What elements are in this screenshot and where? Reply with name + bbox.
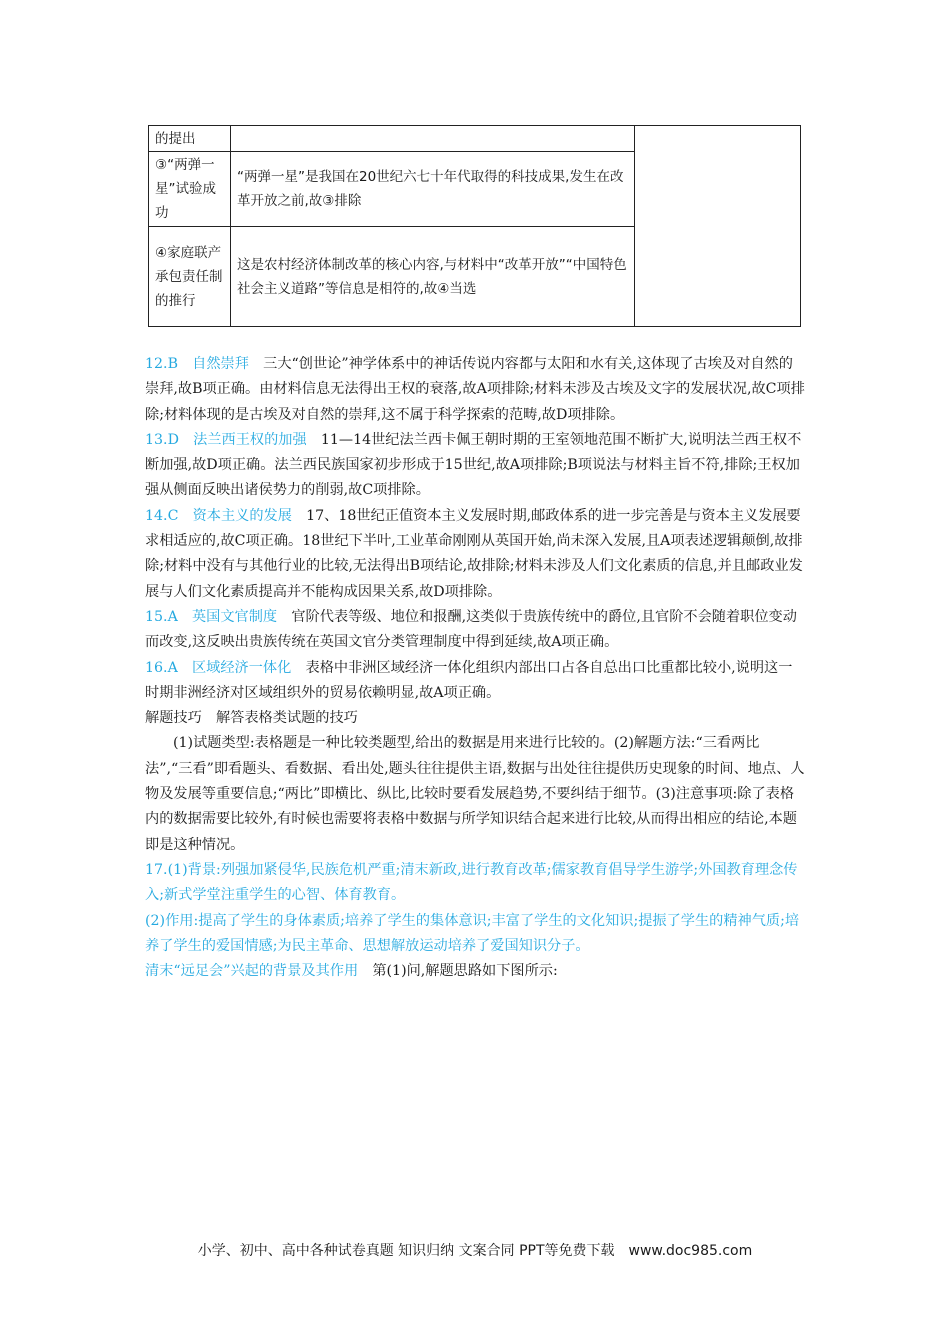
answer-label: 15.A 英国文官制度 xyxy=(145,608,278,625)
answer-text: 三大“创世论”神学体系中的神话传说内容都与太阳和水有关,这体现了古埃及对自然的崇拜,故B项正确。由材料信息无法得出王权的衰落,故A项排除;材料未涉及古埃及文字的发展状况,故C项排除;材料体现的是古埃及对自然的崇拜,这不属于科学探索的范畴,故D项排除。 xyxy=(145,356,805,423)
tips-title: 解题技巧 解答表格类试题的技巧 xyxy=(145,710,358,727)
answer-label: 13.D 法兰西王权的加强 xyxy=(145,431,307,448)
answer-section xyxy=(145,352,805,984)
blank-cell xyxy=(635,126,801,327)
answer-text: 官阶代表等级、地位和报酬,这类似于贵族传统中的爵位,且官阶不会随着职位变动而改变,这反映出贵族传统在英国文官分类管理制度中得到延续,故A项正确。 xyxy=(145,608,797,651)
page-footer: 小学、初中、高中各种试卷真题 知识归纳 文案合同 PPT等免费下载 www.doc985.com xyxy=(197,1243,753,1259)
answer-label: 12.B 自然崇拜 xyxy=(145,356,249,372)
analysis-cell: “两弹一星”是我国在20世纪六七十年代取得的科技成果,发生在改革开放之前,故③排除 xyxy=(231,152,635,227)
answer-17-part1: 17.(1)背景:列强加紧侵华,民族危机严重;清末新政,进行教育改革;儒家教育倡导学生游学;外国教育理念传入;新式学堂注重学生的心智、体育教育。 xyxy=(145,861,798,904)
option-cell: ④家庭联产承包责任制的推行 xyxy=(149,227,231,327)
answer-text: 11—14世纪法兰西卡佩王朝时期的王室领地范围不断扩大,说明法兰西王权不断加强,故D项正确。法兰西民族国家初步形成于15世纪,故A项排除;B项说法与材料主旨不符,排除;王权加强从侧面反映出诸侯势力的削弱,故C项排除。 xyxy=(145,431,802,499)
analysis-cell: 这是农村经济体制改革的核心内容,与材料中“改革开放”“中国特色社会主义道路”等信息是相符的,故④当选 xyxy=(231,227,635,327)
answer-text: 17、18世纪正值资本主义发展时期,邮政体系的进一步完善是与资本主义发展要求相适应的,故C项正确。18世纪下半叶,工业革命刚刚从英国开始,尚未深入发展,且A项表述逻辑颠倒,故排除;材料中没有与其他行业的比较,无法得出B项结论,故排除;材料未涉及人们文化素质的信息,并且邮政业发展与人们文化素质提高并不能构成因果关系,故D项排除。 xyxy=(145,507,803,600)
option-cell: ③“两弹一星”试验成功 xyxy=(149,152,231,227)
options-table xyxy=(148,125,801,327)
table-row xyxy=(149,126,801,152)
answer-13 xyxy=(145,428,805,504)
answer-17-note xyxy=(145,959,805,984)
answer-label: 16.A 区域经济一体化 xyxy=(145,659,292,676)
answer-text: 表格中非洲区域经济一体化组织内部出口占各自总出口比重都比较小,说明这一时期非洲经济对区域组织外的贸易依赖明显,故A项正确。 xyxy=(145,659,793,701)
answer-15 xyxy=(145,605,805,656)
note-label: 清末“远足会”兴起的背景及其作用 xyxy=(145,963,359,980)
answer-label: 14.C 资本主义的发展 xyxy=(145,507,292,524)
analysis-cell xyxy=(231,126,635,152)
answer-16 xyxy=(145,656,805,707)
tips-body: (1)试题类型:表格题是一种比较类题型,给出的数据是用来进行比较的。(2)解题方法:“三看两比法”,“三看”即看题头、看数据、看出处,题头往往提供主语,数据与出处往往提供历史现象的时间、地点、人物及发展等重要信息;“两比”即横比、纵比,比较时要看发展趋势,不要纠结于细节。(3)注意事项:除了表格内的数据需要比较外,有时候也需要将表格中数据与所学知识结合起来进行比较,从而得出相应的结论,本题即是这种情况。 xyxy=(145,735,805,853)
option-cell: 的提出 xyxy=(149,126,231,152)
note-text: 第(1)问,解题思路如下图所示: xyxy=(358,963,558,980)
answer-17-part2: (2)作用:提高了学生的身体素质;培养了学生的集体意识;丰富了学生的文化知识;提振了学生的精神气质;培养了学生的爱国情感;为民主革命、思想解放运动培养了爱国知识分子。 xyxy=(145,912,800,954)
answer-12 xyxy=(145,352,805,428)
answer-14 xyxy=(145,504,805,605)
